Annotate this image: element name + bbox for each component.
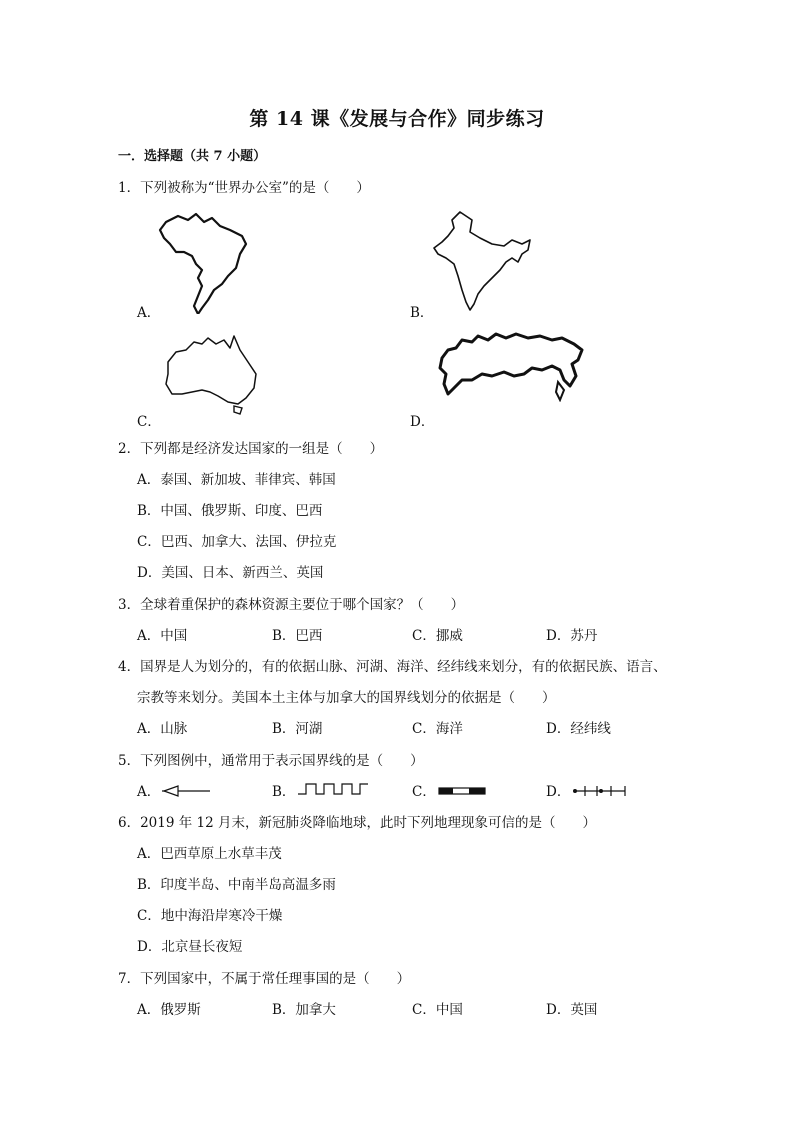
- square-wave-icon: [296, 781, 370, 801]
- q5-option-b[interactable]: B．: [272, 784, 296, 800]
- triangle-line-icon: [160, 783, 212, 802]
- india-map-icon[interactable]: [432, 210, 534, 312]
- question-4-stem-line-2: 宗教等来划分。美国本土主体与加拿大的国界线划分的依据是（ ）: [137, 690, 556, 706]
- q7-option-d[interactable]: D．英国: [546, 1002, 598, 1018]
- q6-option-c[interactable]: C．地中海沿岸寒冷干燥: [137, 908, 283, 924]
- railway-line-icon: [437, 783, 487, 802]
- question-1-stem: 1．下列被称为“世界办公室”的是（ ）: [118, 180, 370, 196]
- q5-option-d[interactable]: D．: [546, 784, 571, 800]
- q5-option-c[interactable]: C．: [412, 784, 436, 800]
- question-5-stem: 5．下列图例中，通常用于表示国界线的是（ ）: [118, 753, 424, 769]
- question-7-stem: 7．下列国家中，不属于常任理事国的是（ ）: [118, 971, 411, 987]
- q6-option-b[interactable]: B．印度半岛、中南半岛高温多雨: [137, 877, 336, 893]
- q2-option-d[interactable]: D．美国、日本、新西兰、英国: [137, 565, 324, 581]
- question-2-stem: 2．下列都是经济发达国家的一组是（ ）: [118, 441, 384, 457]
- q2-option-a[interactable]: A．泰国、新加坡、菲律宾、韩国: [137, 472, 336, 488]
- q7-option-c[interactable]: C．中国: [412, 1002, 463, 1018]
- page-title: 第 14 课《发展与合作》同步练习: [249, 108, 545, 130]
- question-4-stem-line-1: 4．国界是人为划分的，有的依据山脉、河湖、海洋、经纬线来划分，有的依据民族、语言、: [118, 659, 667, 675]
- russia-map-icon[interactable]: [438, 330, 586, 402]
- q7-option-b[interactable]: B．加拿大: [272, 1002, 336, 1018]
- q2-option-c[interactable]: C．巴西、加拿大、法国、伊拉克: [137, 534, 337, 550]
- q3-option-b[interactable]: B．巴西: [272, 628, 323, 644]
- dot-bar-line-icon: [571, 783, 627, 802]
- q6-option-d[interactable]: D．北京昼长夜短: [137, 939, 243, 955]
- q1-option-b[interactable]: B．: [410, 305, 434, 321]
- brazil-map-icon[interactable]: [158, 212, 250, 314]
- q2-option-b[interactable]: B．中国、俄罗斯、印度、巴西: [137, 503, 323, 519]
- question-3-stem: 3．全球着重保护的森林资源主要位于哪个国家？（ ）: [118, 597, 465, 613]
- q4-option-a[interactable]: A．山脉: [137, 721, 188, 737]
- australia-map-icon[interactable]: [162, 334, 260, 416]
- q3-option-c[interactable]: C．挪威: [412, 628, 463, 644]
- q6-option-a[interactable]: A．巴西草原上水草丰茂: [137, 846, 282, 862]
- q1-option-c[interactable]: C．: [137, 414, 161, 430]
- section-heading: 一．选择题（共 7 小题）: [118, 149, 267, 164]
- q4-option-c[interactable]: C．海洋: [412, 721, 463, 737]
- q3-option-a[interactable]: A．中国: [137, 628, 188, 644]
- q5-option-a[interactable]: A．: [137, 784, 161, 800]
- q4-option-b[interactable]: B．河湖: [272, 721, 323, 737]
- q4-option-d[interactable]: D．经纬线: [546, 721, 611, 737]
- q1-option-d[interactable]: D．: [410, 414, 435, 430]
- q7-option-a[interactable]: A．俄罗斯: [137, 1002, 201, 1018]
- q3-option-d[interactable]: D．苏丹: [546, 628, 598, 644]
- q1-option-a[interactable]: A．: [137, 305, 161, 321]
- question-6-stem: 6．2019 年 12 月末，新冠肺炎降临地球，此时下列地理现象可信的是（ ）: [118, 815, 596, 831]
